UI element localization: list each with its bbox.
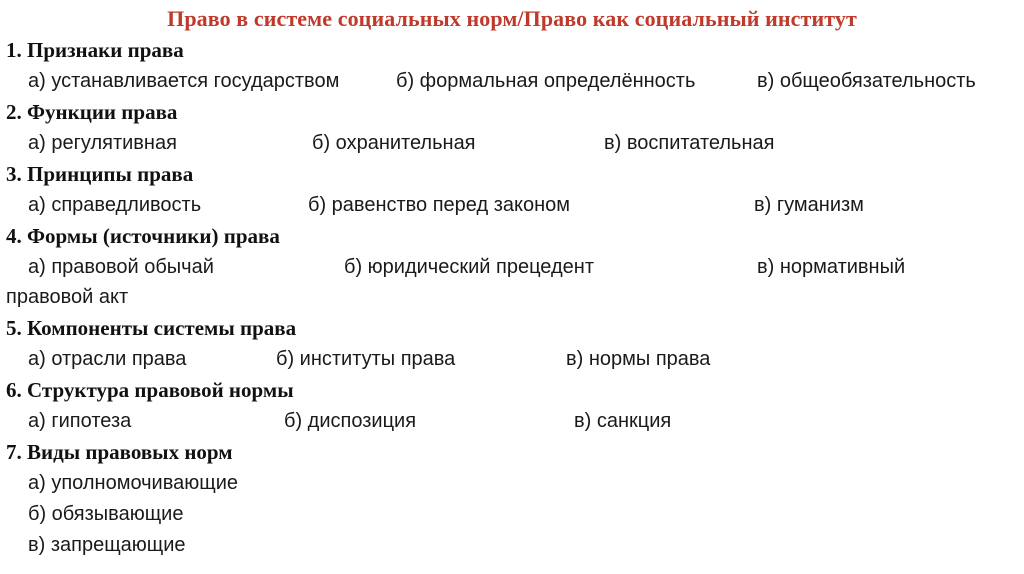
section-heading-2: 2. Функции права <box>6 100 178 124</box>
section-1-item-a: а) устанавливается государством <box>28 70 340 92</box>
section-4-item-a: а) правовой обычай <box>28 256 214 278</box>
section-2-item-b: б) охранительная <box>312 132 476 154</box>
section-heading-7: 7. Виды правовых норм <box>6 440 233 464</box>
section-6-item-b: б) диспозиция <box>284 410 417 432</box>
section-heading-6: 6. Структура правовой нормы <box>6 378 294 402</box>
section-5-item-b: б) институты права <box>276 348 456 370</box>
section-7-item-a: а) уполномочивающие <box>28 472 238 494</box>
section-3-item-c: в) гуманизм <box>754 194 864 216</box>
section-7-item-c: в) запрещающие <box>28 534 186 556</box>
section-2-item-c: в) воспитательная <box>604 132 775 154</box>
section-heading-4: 4. Формы (источники) права <box>6 224 280 248</box>
section-heading-1: 1. Признаки права <box>6 38 184 62</box>
section-1-item-c: в) общеобязательность <box>757 70 976 92</box>
section-heading-3: 3. Принципы права <box>6 162 194 186</box>
section-7-item-b: б) обязывающие <box>28 503 184 525</box>
section-4-item-c-continuation: правовой акт <box>6 286 129 308</box>
section-heading-5: 5. Компоненты системы права <box>6 316 297 340</box>
section-3-item-b: б) равенство перед законом <box>308 194 571 216</box>
section-6-item-c: в) санкция <box>574 410 672 432</box>
section-4-item-c: в) нормативный <box>757 256 906 278</box>
section-3-item-a: а) справедливость <box>28 194 202 216</box>
section-1-item-b: б) формальная определённость <box>396 70 696 92</box>
section-6-item-a: а) гипотеза <box>28 410 132 432</box>
section-2-item-a: а) регулятивная <box>28 132 177 154</box>
section-5-item-a: а) отрасли права <box>28 348 187 370</box>
section-4-item-b: б) юридический прецедент <box>344 256 594 278</box>
slide-title: Право в системе социальных норм/Право как социальный институт <box>167 6 857 31</box>
section-5-item-c: в) нормы права <box>566 348 711 370</box>
